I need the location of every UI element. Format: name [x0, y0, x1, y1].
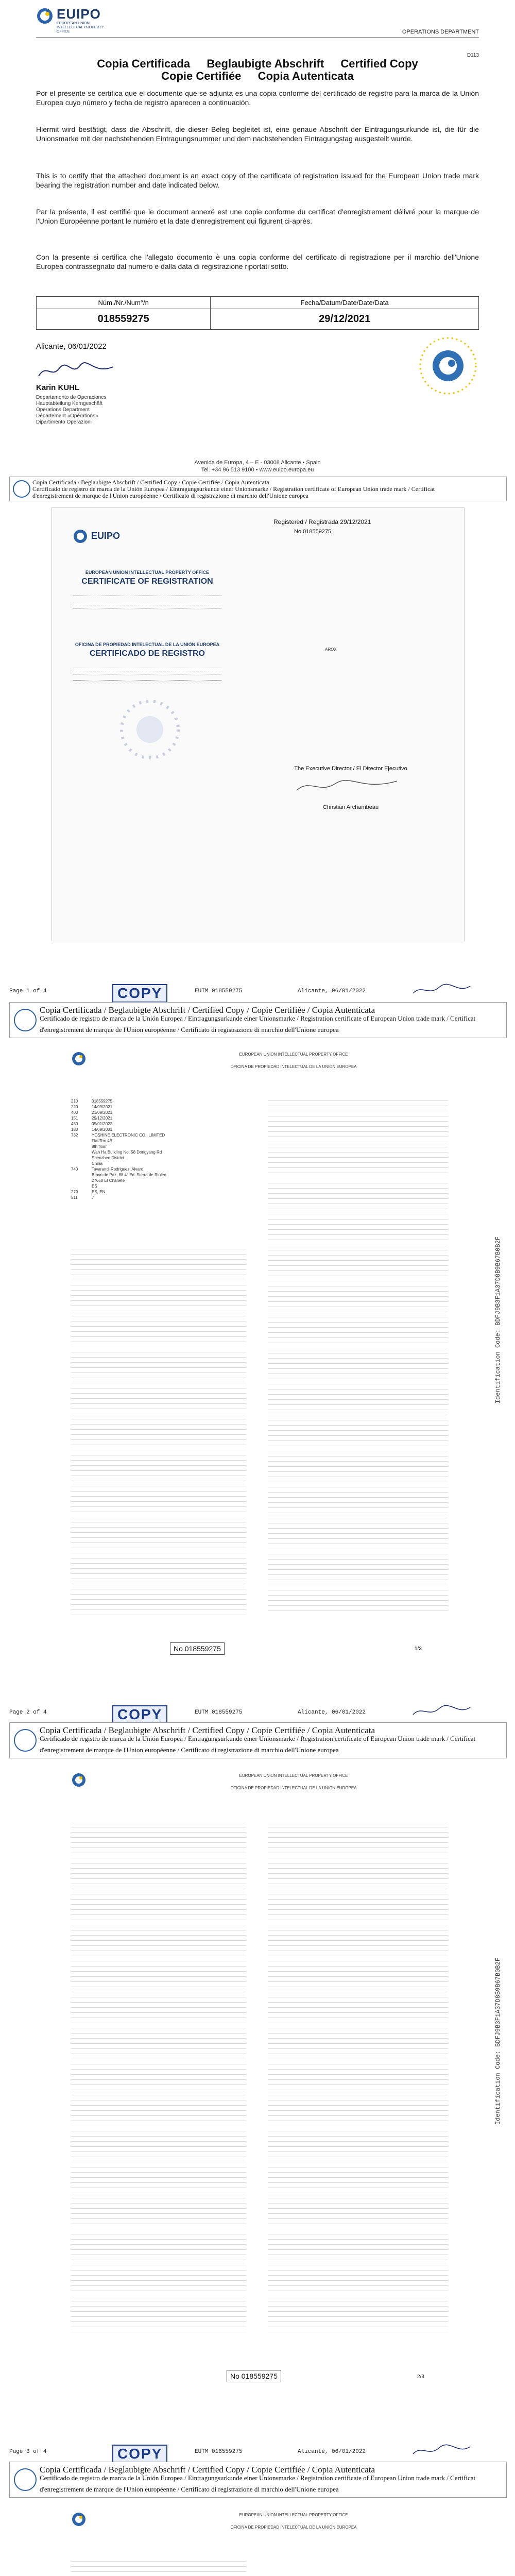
banner-line-2: Certificado de registro de marca de la Unión Europea / Eintragungsurkunde einer Unionsmarke / Registration certificate of European Union trade mark / Certificat	[40, 2474, 476, 2482]
certificate-body-en	[73, 590, 222, 616]
registration-table	[36, 296, 479, 330]
page-bar-2	[9, 1705, 506, 1721]
copy-stamp: COPY	[112, 2445, 167, 2463]
department-label: OPERATIONS DEPARTMENT	[402, 29, 479, 35]
inner-page-number: 2/3	[417, 2374, 424, 2380]
record-field: 400 21/09/2021	[71, 1110, 113, 1115]
eutm-number: EUTM 018559275	[195, 2449, 243, 2455]
titles-line-2	[36, 70, 479, 82]
place-date: Alicante, 06/01/2022	[298, 988, 366, 994]
page-record-details	[0, 1041, 515, 1695]
signature-image	[411, 982, 473, 997]
banner-line-3: d'enregistrement de marque de l'Union européenne / Certificato di registrazione di marchio dell'Unione europea	[40, 1746, 339, 1754]
title-de: Beglaubigte Abschrift	[207, 57, 324, 70]
page-goods-services-end	[0, 2501, 515, 2576]
euipo-logo	[36, 4, 108, 33]
record-field: 450 05/01/2022	[71, 1122, 113, 1126]
representative: 740 Tavarandi Rodriguez, Alvaro Bravo de Paz, 88 4º Ed. Sierra de Rioleo 27660 El Chanete ES	[71, 1167, 166, 1189]
role-it: Dipartimento Operazioni	[36, 419, 92, 425]
goods-list-left	[71, 1247, 246, 1618]
signature-image	[411, 1703, 473, 1719]
certificate-document	[52, 507, 465, 941]
eu-stars-icon	[114, 693, 186, 766]
identification-code-1: Identification Code: BDFJ9B3F1A37D8B9B67B0B2F	[494, 1236, 502, 1404]
executive-director-label: The Executive Director / El Director Ejecutivo	[294, 766, 407, 772]
logo-wordmark: EUIPO	[57, 6, 101, 22]
logo-subtitle: EUROPEAN UNION INTELLECTUAL PROPERTY OFFICE	[57, 22, 104, 33]
header-rule	[36, 37, 479, 38]
banner-line-3: d'enregistrement de marque de l'Union européenne / Certificato di registrazione di marchio dell'Unione europea	[32, 492, 308, 499]
signature-image	[36, 361, 118, 381]
goods-list-right	[268, 1820, 448, 2335]
certification-paragraph-de: Hiermit wird bestätigt, dass die Abschrift, die dieser Beleg begleitet ist, eine genaue Abschrift der Eintragungsurkunde ist, die für die Unionsmarke mit der nachstehenden Eintragungsnummer und dem nachstehenden Eintragungstag ausgestellt wurde.	[36, 125, 479, 143]
certified-copy-banner	[9, 2462, 507, 2498]
banner-line-1: Copia Certificada / Beglaubigte Abschrift / Certified Copy / Copie Certifiée / Copia Autenticata	[40, 1005, 375, 1015]
banner-line-1: Copia Certificada / Beglaubigte Abschrift / Certified Copy / Copie Certifiée / Copia Autenticata	[40, 1725, 375, 1735]
certification-paragraph-fr: Par la présente, il est certifié que le document annexé est une copie conforme du certificat d'enregistrement délivré pour la marque de l'Union Européenne portant le numéro et la date d'enregistrement qui figurent ci-après.	[36, 208, 479, 225]
banner-line-1: Copia Certificada / Beglaubigte Abschrift / Certified Copy / Copie Certifiée / Copia Autenticata	[32, 479, 269, 486]
title-fr: Copie Certifiée	[161, 70, 242, 82]
office-header-en: EUROPEAN UNION INTELLECTUAL PROPERTY OFFICE	[239, 1773, 348, 1778]
office-header-en: EUROPEAN UNION INTELLECTUAL PROPERTY OFFICE	[239, 1052, 348, 1057]
office-header-en: EUROPEAN UNION INTELLECTUAL PROPERTY OFFICE	[239, 2513, 348, 2517]
eutm-number: EUTM 018559275	[195, 1709, 243, 1716]
certified-copy-titles	[36, 58, 479, 82]
banner-emblem-icon	[14, 1009, 37, 1031]
goods-list-left	[71, 2559, 246, 2576]
record-field: 732 YOSHINE ELECTRONIC CO., LIMITED	[71, 1133, 165, 1138]
certified-copy-banner	[9, 1002, 507, 1038]
signatory-name: Karin KUHL	[36, 383, 80, 392]
euipo-emblem-icon	[36, 7, 54, 25]
office-contact: Tel. +34 96 513 9100 • www.euipo.europa.eu	[201, 467, 314, 473]
banner-emblem-icon	[14, 2468, 37, 2491]
role-de: Hauptabteilung Kerngeschäft	[36, 401, 102, 406]
language-field: 270 ES, EN	[71, 1190, 106, 1194]
office-name-en: EUROPEAN UNION INTELLECTUAL PROPERTY OFFICE	[85, 570, 210, 575]
inner-page-number: 1/3	[415, 1646, 422, 1652]
certificate-logo	[73, 529, 176, 549]
registered-date-label: Registered / Registrada 29/12/2021	[273, 518, 371, 526]
banner-line-2: Certificado de registro de marca de la Unión Europea / Eintragungsurkunde einer Unionsmarke / Registration certificate of European Union trade mark / Certificat	[40, 1735, 476, 1742]
page-number: Page 1 of 4	[9, 988, 47, 994]
copy-stamp: COPY	[112, 1705, 167, 1724]
registration-date: 29/12/2021	[211, 309, 479, 330]
page-number: Page 3 of 4	[9, 2449, 47, 2455]
place-date: Alicante, 06/01/2022	[298, 2449, 366, 2455]
page-bar-1	[9, 984, 506, 999]
certificate-title-es: CERTIFICADO DE REGISTRO	[89, 649, 205, 658]
banner-line-3: d'enregistrement de marque de l'Union européenne / Certificato di registrazione di marchio dell'Unione europea	[40, 2485, 339, 2493]
role-es: Departamento de Operaciones	[36, 395, 107, 400]
goods-list-left	[71, 1820, 246, 2335]
page-certified-copy-cover	[0, 0, 515, 477]
copy-stamp: COPY	[112, 984, 167, 1003]
role-en: Operations Department	[36, 407, 90, 413]
banner-emblem-icon	[13, 480, 30, 498]
number-box: No 018559275	[227, 2370, 281, 2382]
certificate-number-label: No 018559275	[294, 529, 332, 535]
place-date: Alicante, 06/01/2022	[298, 1709, 366, 1716]
number-box: No 018559275	[170, 1642, 225, 1655]
eutm-number: EUTM 018559275	[195, 988, 243, 994]
record-field: 151 29/12/2021	[71, 1116, 113, 1121]
banner-emblem-icon	[14, 1729, 37, 1752]
title-it: Copia Autenticata	[258, 70, 354, 82]
owner-address: Flat/Rm 4B 8th floor Wah Ha Building No. 58 Dongyang Rd Shenzhen District China	[92, 1139, 162, 1166]
official-seal-icon	[417, 335, 479, 397]
banner-line-1: Copia Certificada / Beglaubigte Abschrift / Certified Copy / Copie Certifiée / Copia Autenticata	[40, 2465, 375, 2475]
identification-code-2: Identification Code: BDFJ9B3F1A37D8B9B67B0B2F	[494, 1958, 502, 2125]
euipo-emblem-icon	[71, 1772, 87, 1788]
record-field: 220 14/09/2021	[71, 1105, 113, 1109]
euipo-emblem-icon	[71, 2512, 87, 2527]
certified-copy-banner	[9, 477, 507, 501]
page-goods-services	[0, 1762, 515, 2432]
certified-copy-banner	[9, 1722, 507, 1758]
trade-mark-representation: AROX	[325, 647, 337, 652]
certificate-title-en: CERTIFICATE OF REGISTRATION	[81, 577, 213, 586]
certificate-logo-text: EUIPO	[91, 531, 121, 541]
certification-paragraph-es: Por el presente se certifica que el documento que se adjunta es una copia conforme del certificado de registro para la marca de la Unión Europea cuyo número y fecha de registro aparecen a continuación.	[36, 89, 479, 107]
banner-line-2: Certificado de registro de marca de la Unión Europea / Eintragungsurkunde einer Unionsmarke / Registration certificate of European Union trade mark / Certificat	[40, 1014, 476, 1022]
titles-line-1	[36, 58, 479, 70]
registration-number: 018559275	[37, 309, 211, 330]
goods-list-right	[268, 1098, 448, 1614]
record-fields	[71, 1098, 246, 1200]
record-field: 210 018559275	[71, 1099, 113, 1104]
document-code: D113	[467, 53, 479, 58]
office-header-es: OFICINA DE PROPIEDAD INTELECTUAL DE LA UNIÓN EUROPEA	[230, 1786, 357, 1790]
office-address: Avenida de Europa, 4 – E - 03008 Alicante • Spain	[194, 460, 321, 466]
director-signature-image	[294, 776, 407, 796]
executive-director-name: Christian Archambeau	[322, 804, 379, 810]
office-name-es: OFICINA DE PROPIEDAD INTELECTUAL DE LA UNIÓN EUROPEA	[75, 642, 220, 647]
certification-paragraph-en: This is to certify that the attached document is an exact copy of the certificate of registration issued for the European Union trade mark bearing the registration number and date indicated below.	[36, 172, 479, 189]
banner-line-3: d'enregistrement de marque de l'Union européenne / Certificato di registrazione di marchio dell'Unione europea	[40, 1026, 339, 1033]
signatory-roles	[36, 395, 107, 426]
page-bar-3	[9, 2445, 506, 2460]
certificate-body-es	[73, 663, 222, 683]
office-header-es: OFICINA DE PROPIEDAD INTELECTUAL DE LA UNIÓN EUROPEA	[230, 2525, 357, 2530]
page-number: Page 2 of 4	[9, 1709, 47, 1716]
role-fr: Département «Opérations»	[36, 413, 98, 419]
class-field: 511 7	[71, 1195, 94, 1200]
office-header-es: OFICINA DE PROPIEDAD INTELECTUAL DE LA UNIÓN EUROPEA	[230, 1064, 357, 1069]
title-en: Certified Copy	[340, 57, 418, 70]
title-es: Copia Certificada	[97, 57, 191, 70]
record-field: 180 14/09/2031	[71, 1127, 113, 1132]
place-date: Alicante, 06/01/2022	[36, 342, 107, 351]
euipo-emblem-icon	[71, 1051, 87, 1066]
signature-image	[411, 2443, 473, 2458]
banner-line-2: Certificado de registro de marca de la Unión Europea / Eintragungsurkunde einer Unionsmarke / Registration certificate of European Union trade mark / Certificat	[32, 485, 435, 493]
number-header: Núm./Nr./Num°/n	[37, 297, 211, 309]
date-header: Fecha/Datum/Date/Date/Data	[211, 297, 479, 309]
euipo-emblem-icon	[73, 529, 88, 544]
page-registration-certificate	[0, 502, 515, 981]
certification-paragraph-it: Con la presente si certifica che l'allegato documento è una copia conforme del certificato di registrazione per il marchio dell'Unione Europea contrassegnato dal numero e dalla data di registrazione riportati sotto.	[36, 253, 479, 270]
